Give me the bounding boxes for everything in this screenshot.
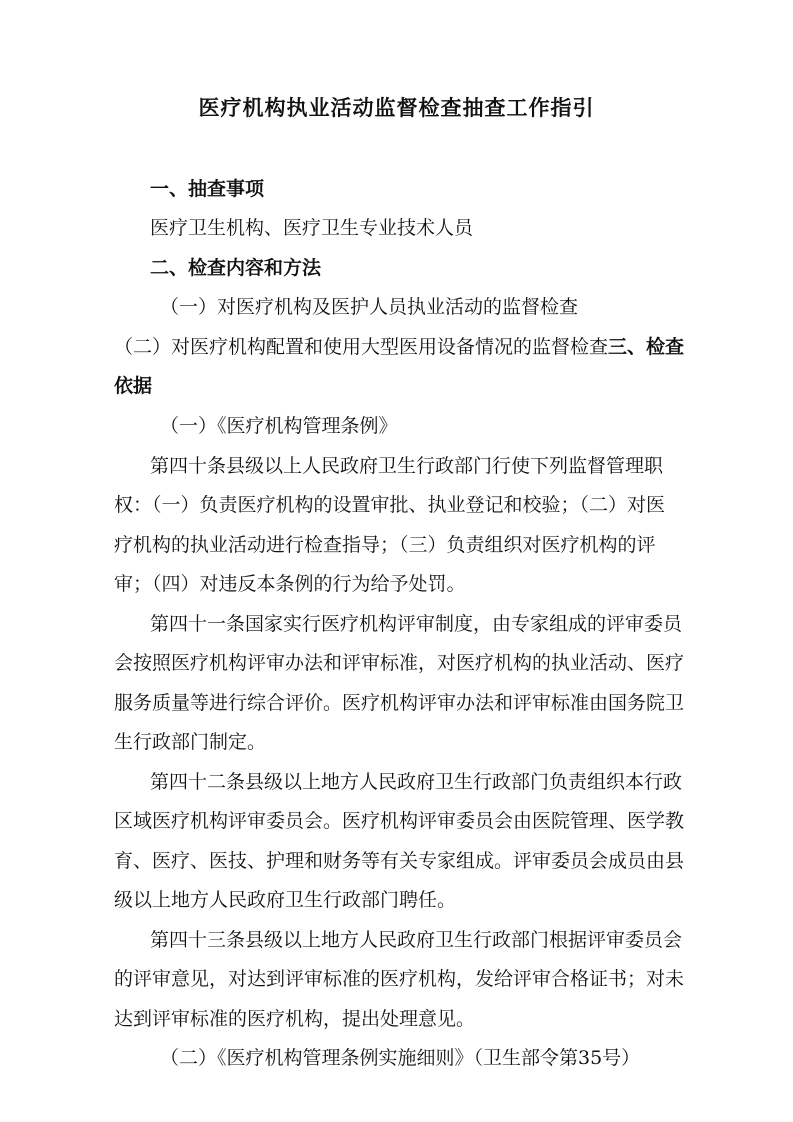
paragraph-text: （二）对医疗机构配置和使用大型医用设备情况的监督检查 (114, 336, 609, 358)
paragraph-line: 级以上地方人民政府卫生行政部门聘任。 (114, 889, 457, 911)
paragraph-line: 医疗卫生机构、医疗卫生专业技术人员 (150, 217, 474, 239)
paragraph-line: 第四十一条国家实行医疗机构评审制度，由专家组成的评审委员 (150, 613, 683, 635)
subsection-heading: （二）《医疗机构管理条例实施细则》（卫生部令第35号） (160, 1047, 641, 1069)
paragraph-line-mixed (0, 334, 793, 360)
paragraph-line: 育、医疗、医技、护理和财务等有关专家组成。评审委员会成员由县 (114, 850, 685, 872)
document-title: 医疗机构执业活动监督检查抽查工作指引 (198, 96, 595, 120)
paragraph-line: 审；（四）对违反本条例的行为给予处罚。 (114, 573, 466, 595)
paragraph-line: 疗机构的执业活动进行检查指导；（三）负责组织对医疗机构的评 (114, 534, 656, 556)
paragraph-line: 第四十三条县级以上地方人民政府卫生行政部门根据评审委员会 (150, 929, 683, 951)
paragraph-line: （一）对医疗机构及医护人员执业活动的监督检查 (160, 296, 579, 318)
paragraph-line: 第四十条县级以上人民政府卫生行政部门行使下列监督管理职 (150, 455, 664, 477)
section-heading-3-cont: 依据 (114, 375, 153, 397)
paragraph-line: 会按照医疗机构评审办法和评审标准，对医疗机构的执业活动、医疗 (114, 652, 685, 674)
paragraph-line: 区域医疗机构评审委员会。医疗机构评审委员会由医院管理、医学教 (114, 810, 685, 832)
section-heading-1: 一、抽查事项 (150, 178, 265, 200)
paragraph-line: 服务质量等进行综合评价。医疗机构评审办法和评审标准由国务院卫 (114, 692, 685, 714)
paragraph-line: 生行政部门制定。 (114, 731, 267, 753)
paragraph-line: 达到评审标准的医疗机构，提出处理意见。 (114, 1008, 476, 1030)
section-heading-3: 三、检查 (608, 336, 685, 358)
paragraph-line: 第四十二条县级以上地方人民政府卫生行政部门负责组织本行政 (150, 771, 683, 793)
paragraph-line: 的评审意见，对达到评审标准的医疗机构，发给评审合格证书；对未 (114, 968, 685, 990)
section-heading-2: 二、检查内容和方法 (150, 257, 322, 279)
paragraph-line: 权：（一）负责医疗机构的设置审批、执业登记和校验；（二）对医 (114, 494, 666, 516)
subsection-heading: （一）《医疗机构管理条例》 (160, 415, 398, 437)
